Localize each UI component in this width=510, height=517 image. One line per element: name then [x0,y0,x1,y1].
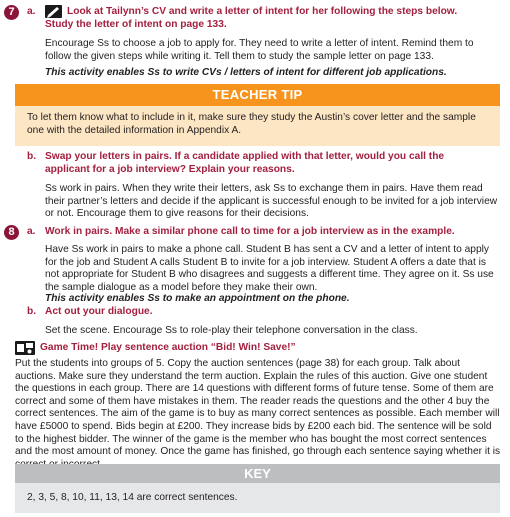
item-letter-7a: a. [27,6,36,17]
game-time-instructions: Put the students into groups of 5. Copy the auction sentences (page 38) for each group. Talk about auctions. Make sure they understand the term auction. Explain the rules of this auction. Give one student the questions in each group. There are 14 questions with different forms of future tense. Some of them are correct and some of them have mistakes in them. The reader reads the questions and the other 4 buy the correct sentences. The aim of the game is to buy as many correct sentences as possible. Each member will have £5000 to spend. Bids begin at £200. They increase bids by £200 each bid. The sentence will be sold to the highest bidder. The winner of the game is the member who has bought the most correct sentences and the most amount of money. Once the game has finished, go through each sentence saying whether it is [15,358,501,458]
item-letter-8a: a. [27,226,36,237]
exercise-number-7: 7 [4,5,19,20]
item-letter-8b: b. [27,306,37,317]
key-heading: KEY [15,464,500,483]
key-box [15,483,500,513]
exercise-7b-title-line1: Swap your letters in pairs. If a candidate applied with that letter, would you call the [45,151,445,162]
exercise-7b-title-line2: applicant for a job interview? Explain your reasons. [45,164,295,175]
teacher-tip-text: To let them know what to include in it, make sure they study the Austin’s cover letter and the sample one with the detailed information in Appendix A. [27,112,476,136]
exercise-8b-title: Act out your dialogue. [45,306,153,317]
exercise-7a-title-line1: Look at Tailynn’s CV and write a letter of intent for her following the steps below. [67,6,458,17]
teacher-tip-heading: TEACHER TIP [15,84,500,106]
exercise-number-8: 8 [4,225,19,240]
key-answers: 2, 3, 5, 8, 10, 11, 13, 14 are correct sentences. [27,492,238,503]
exercise-8a-aim: This activity enables Ss to make an appointment on the phone. [45,293,350,304]
game-time-icon [15,341,35,355]
item-letter-7b: b. [27,151,37,162]
exercise-8a-instructions: Have Ss work in pairs to make a phone call. Student B has sent a CV and a letter of intent to apply for the job and Student A calls Student B to invite for a job interview. Student A offers a date that is not appropriate for Student B who disagrees and suggests a different time. They agree on it. Ss use the sample dialogue as a model before they make their own. [45,244,494,293]
exercise-7a-title-line2: Study the letter of intent on page 133. [45,19,227,30]
exercise-8a-title: Work in pairs. Make a similar phone call to time for a job interview as in the example. [45,226,455,237]
exercise-8b-instructions: Set the scene. Encourage Ss to role-play their telephone conversation in the class. [45,325,418,336]
exercise-7a-instructions: Encourage Ss to choose a job to apply for. They need to write a letter of intent. Remind them to follow the given steps while writing it. Tell them to study the sample letter on page 133. [45,38,474,62]
game-time-title: Game Time! Play sentence auction “Bid! Win! Save!” [40,342,296,353]
exercise-7b-instructions: Ss work in pairs. When they write their letters, ask Ss to exchange them in pairs. Have them read their partner’s letters and decide if the applicant is successful enough to be invited for a job interview or not. Encourage them to give reasons for their decisions. [45,183,498,220]
writing-icon [45,5,62,18]
teacher-tip-box [15,106,500,146]
exercise-7a-aim: This activity enables Ss to write CVs / letters of intent for different job applications. [45,67,447,78]
